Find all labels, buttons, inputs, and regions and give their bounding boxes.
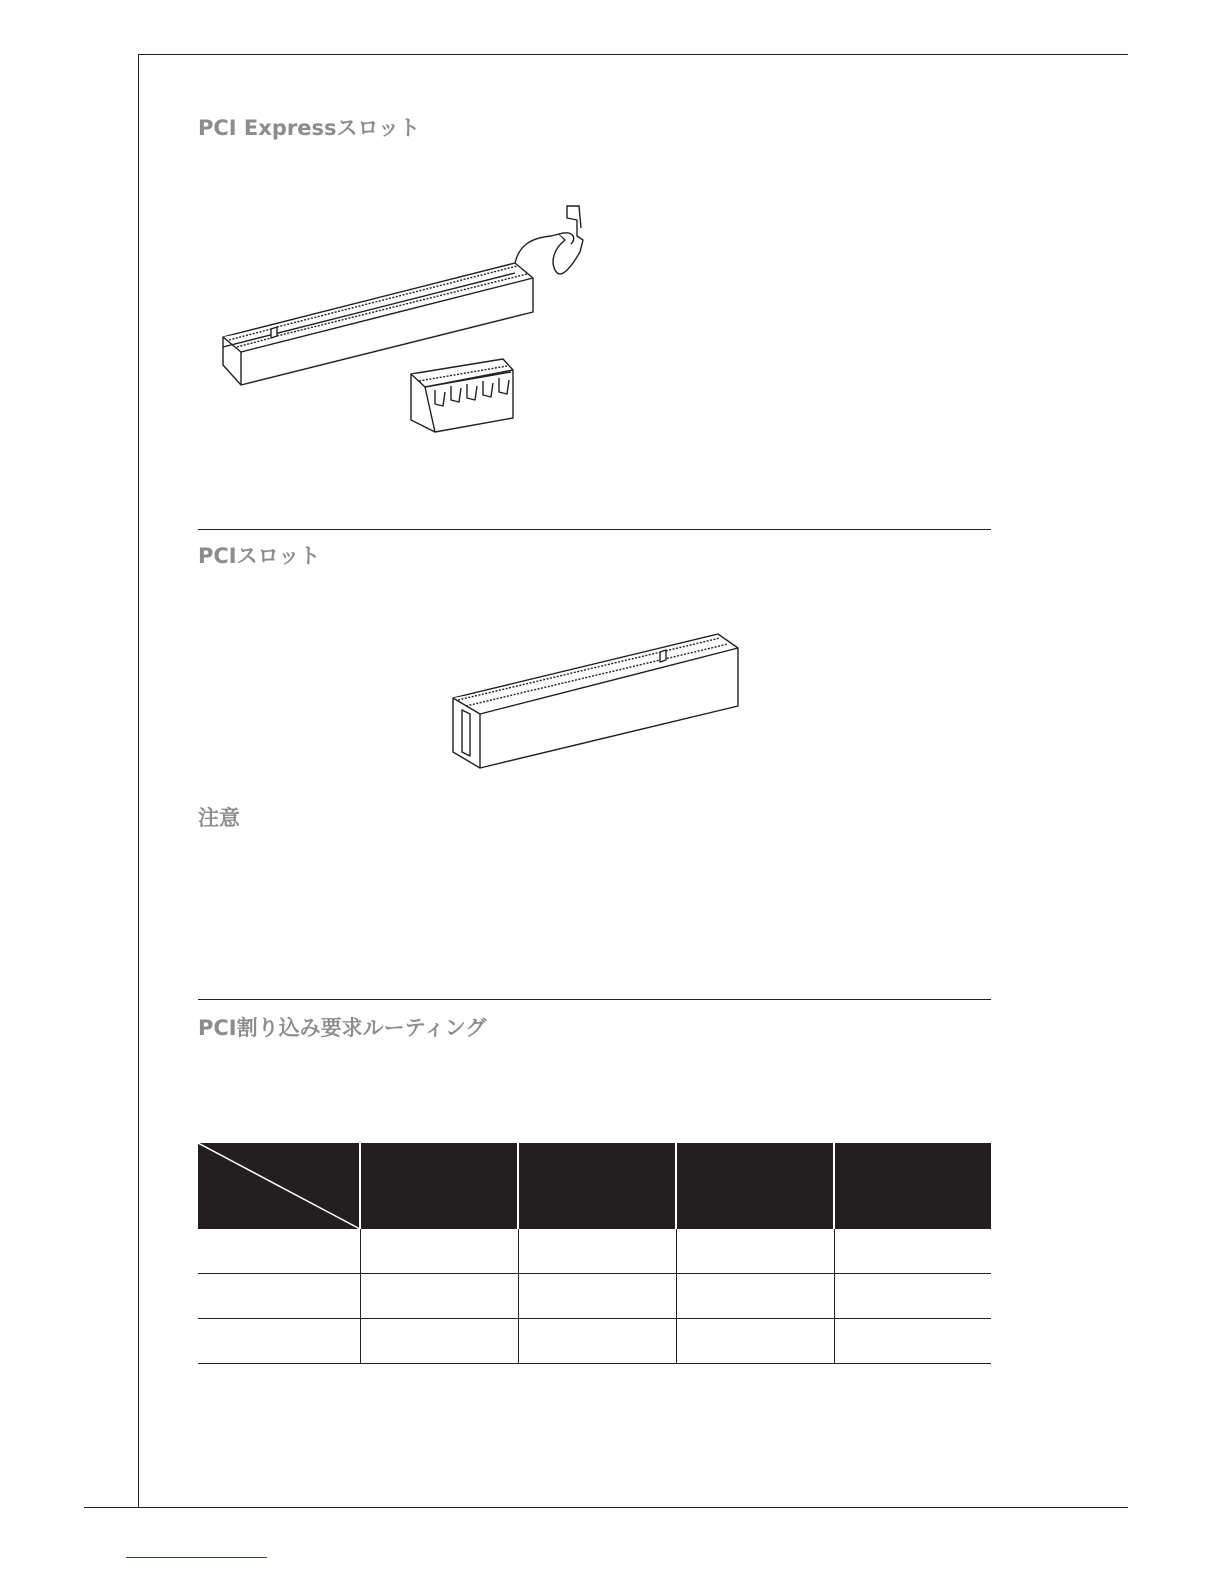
irq-table-corner-cell (198, 1143, 360, 1229)
table-cell (360, 1229, 518, 1274)
page-frame-top-rule (138, 54, 1128, 55)
section-divider-pci (198, 529, 991, 530)
table-cell (518, 1319, 676, 1364)
irq-table-header-cell (676, 1143, 834, 1229)
irq-table-header-cell (360, 1143, 518, 1229)
diagonal-split-line (198, 1143, 360, 1229)
pcie-slot-illustration (215, 200, 615, 460)
pci-slot-heading: PCIスロット (198, 544, 321, 568)
table-cell (360, 1274, 518, 1319)
table-cell (676, 1319, 834, 1364)
footer-link-underline[interactable] (126, 1557, 267, 1558)
table-cell (834, 1274, 991, 1319)
note-heading: 注意 (198, 806, 240, 830)
table-cell (676, 1274, 834, 1319)
page-frame-left-rule (138, 54, 139, 1508)
table-cell (834, 1319, 991, 1364)
irq-routing-heading: PCI割り込み要求ルーティング (198, 1016, 487, 1040)
irq-table-header-cell (518, 1143, 676, 1229)
table-row (198, 1229, 991, 1274)
page-frame-bottom-rule (84, 1507, 1128, 1508)
table-cell (198, 1229, 360, 1274)
table-cell (360, 1319, 518, 1364)
irq-routing-table (198, 1143, 991, 1364)
pci-slot-illustration (450, 632, 750, 772)
table-cell (676, 1229, 834, 1274)
table-cell (198, 1319, 360, 1364)
section-divider-irq (198, 999, 991, 1000)
pcie-slot-heading: PCI Expressスロット (198, 116, 421, 140)
table-cell (518, 1274, 676, 1319)
table-cell (518, 1229, 676, 1274)
irq-table-header-cell (834, 1143, 991, 1229)
table-cell (198, 1274, 360, 1319)
table-row (198, 1319, 991, 1364)
irq-table-header-row (198, 1143, 991, 1229)
table-row (198, 1274, 991, 1319)
table-cell (834, 1229, 991, 1274)
